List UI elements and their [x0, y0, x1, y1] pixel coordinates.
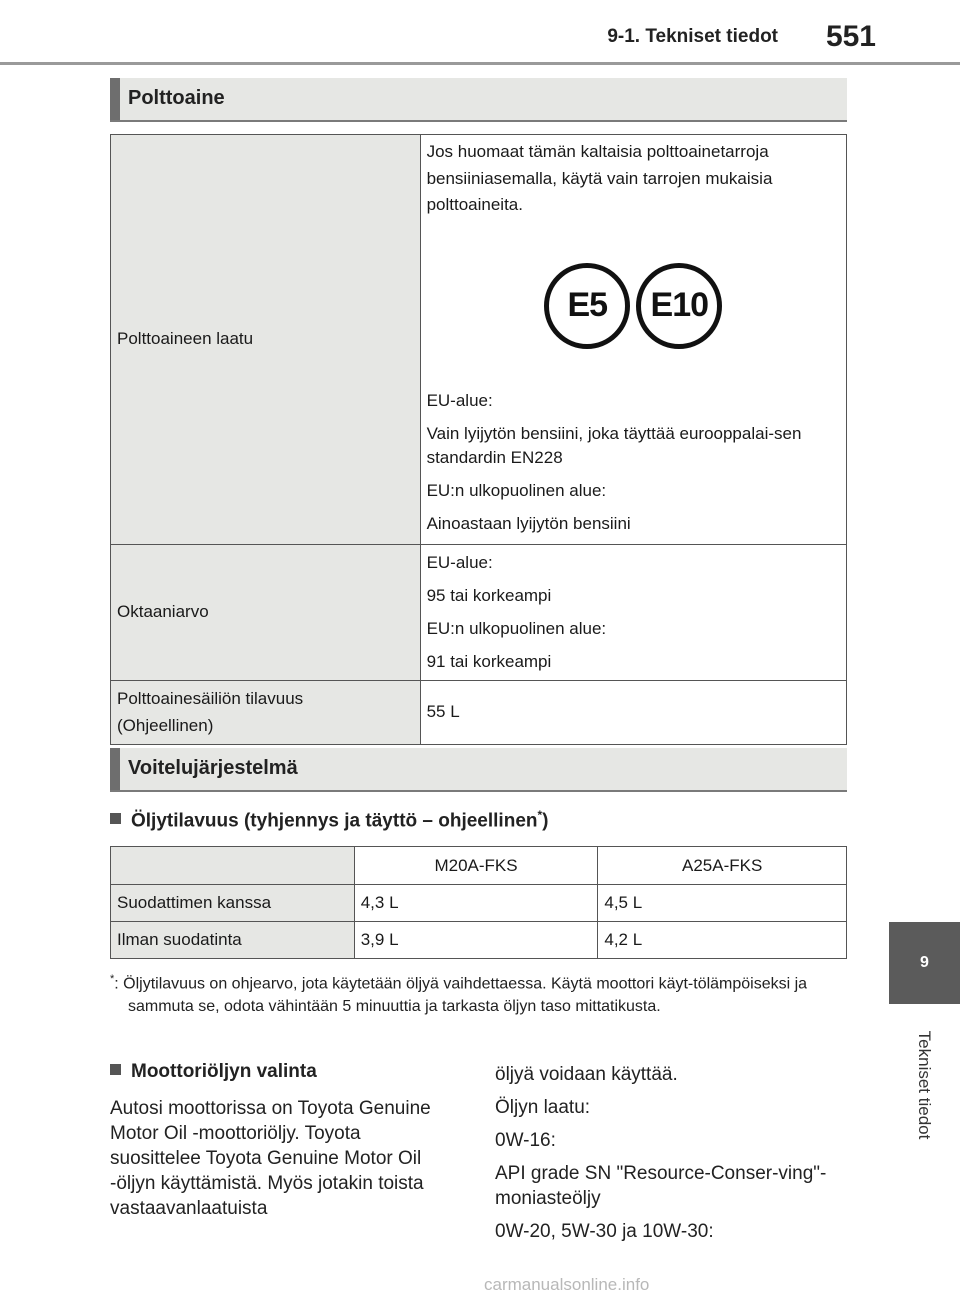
- cell-line: Ainoastaan lyijytön bensiini: [426, 513, 631, 533]
- column-header: A25A-FKS: [598, 847, 847, 885]
- fuel-section-header: [110, 78, 847, 122]
- section-marker: [110, 78, 120, 120]
- cell-line: EU:n ulkopuolinen alue:: [426, 618, 607, 638]
- table-cell: 4,2 L: [598, 922, 847, 959]
- column-header: M20A-FKS: [354, 847, 598, 885]
- table-row: [111, 922, 847, 959]
- cell-line: Vain lyijytön bensiini, joka täyttää eurooppalai-sen standardin EN228: [426, 423, 802, 467]
- cell-line: Polttoainesäiliön tilavuus: [117, 689, 304, 708]
- cell-line: 95 tai korkeampi: [426, 585, 552, 605]
- lube-section-header: [110, 748, 847, 792]
- paragraph: 0W-16:: [495, 1130, 556, 1151]
- cell-line: (Ohjeellinen): [117, 716, 214, 735]
- table-cell: 4,5 L: [598, 885, 847, 922]
- oil-selection-heading: Moottoriöljyn valinta: [110, 1061, 317, 1083]
- table-row: [111, 544, 847, 680]
- table-row: [111, 680, 847, 744]
- paragraph: API grade SN "Resource-Conser-ving"-moniasteöljy: [495, 1163, 827, 1209]
- section-marker: [110, 748, 120, 790]
- table-cell: 3,9 L: [354, 922, 598, 959]
- header-rule: [0, 62, 960, 65]
- tank-capacity-label: [111, 680, 421, 744]
- oil-selection-text: Autosi moottorissa on Toyota Genuine Motor Oil -moottoriöljy. Toyota suosittelee Toyota Genuine Motor Oil -öljyn käyttämistä. Myös jotakin toista vastaavanlaatuista: [110, 1098, 431, 1219]
- fuel-table: [110, 134, 847, 745]
- e10-fuel-label-icon: E10: [636, 263, 722, 349]
- chapter-label-text: Tekniset tiedot: [915, 1030, 934, 1140]
- fuel-quality-intro: Jos huomaat tämän kaltaisia polttoainetarroja bensiiniasemalla, käytä vain tarrojen mukaisia polttoaineita.: [426, 142, 773, 214]
- cell-line: EU:n ulkopuolinen alue:: [426, 480, 607, 500]
- oil-grade-column: [495, 1062, 835, 1252]
- section-title: 9-1. Tekniset tiedot: [607, 26, 778, 47]
- square-bullet-icon: [110, 813, 121, 824]
- chapter-tab[interactable]: 9: [889, 922, 960, 1004]
- row-label: Ilman suodatinta: [111, 922, 355, 959]
- column-header: [111, 847, 355, 885]
- table-cell: 4,3 L: [354, 885, 598, 922]
- cell-line: EU-alue:: [426, 390, 493, 410]
- page-number: 551: [825, 20, 876, 53]
- watermark: carmanualsonline.info: [484, 1275, 650, 1294]
- row-label: Suodattimen kanssa: [111, 885, 355, 922]
- octane-label: Oktaaniarvo: [111, 544, 421, 680]
- fuel-quality-label: Polttoaineen laatu: [111, 135, 421, 545]
- fuel-section-title: Polttoaine: [128, 87, 225, 109]
- oil-capacity-footnote: [110, 968, 840, 1018]
- e5-fuel-label-icon: E5: [544, 263, 630, 349]
- paragraph: Öljyn laatu:: [495, 1097, 591, 1118]
- octane-value: [420, 544, 846, 680]
- footnote-text: *: Öljytilavuus on ohjearvo, jota käytetään öljyä vaihdettaessa. Käytä moottori käyt-tölämpöiseksi ja sammuta se, odota vähintään 5 minuuttia ja tarkasta öljyn taso mittatikusta.: [110, 973, 808, 1016]
- oil-capacity-heading: Öljytilavuus (tyhjennys ja täyttö – ohjeellinen*): [110, 808, 549, 832]
- chapter-label: [896, 1010, 952, 1160]
- fuel-logos: [427, 263, 840, 349]
- table-row: [111, 885, 847, 922]
- paragraph: öljyä voidaan käyttää.: [495, 1064, 678, 1085]
- paragraph: 0W-20, 5W-30 ja 10W-30:: [495, 1221, 714, 1242]
- lube-section-title: Voitelujärjestelmä: [128, 757, 298, 779]
- square-bullet-icon: [110, 1064, 121, 1075]
- table-row: [111, 135, 847, 545]
- fuel-quality-value: [420, 135, 846, 545]
- cell-line: EU-alue:: [426, 552, 493, 572]
- cell-line: 91 tai korkeampi: [426, 651, 552, 671]
- tank-capacity-value: 55 L: [420, 680, 846, 744]
- oil-capacity-table: [110, 846, 847, 959]
- table-header-row: [111, 847, 847, 885]
